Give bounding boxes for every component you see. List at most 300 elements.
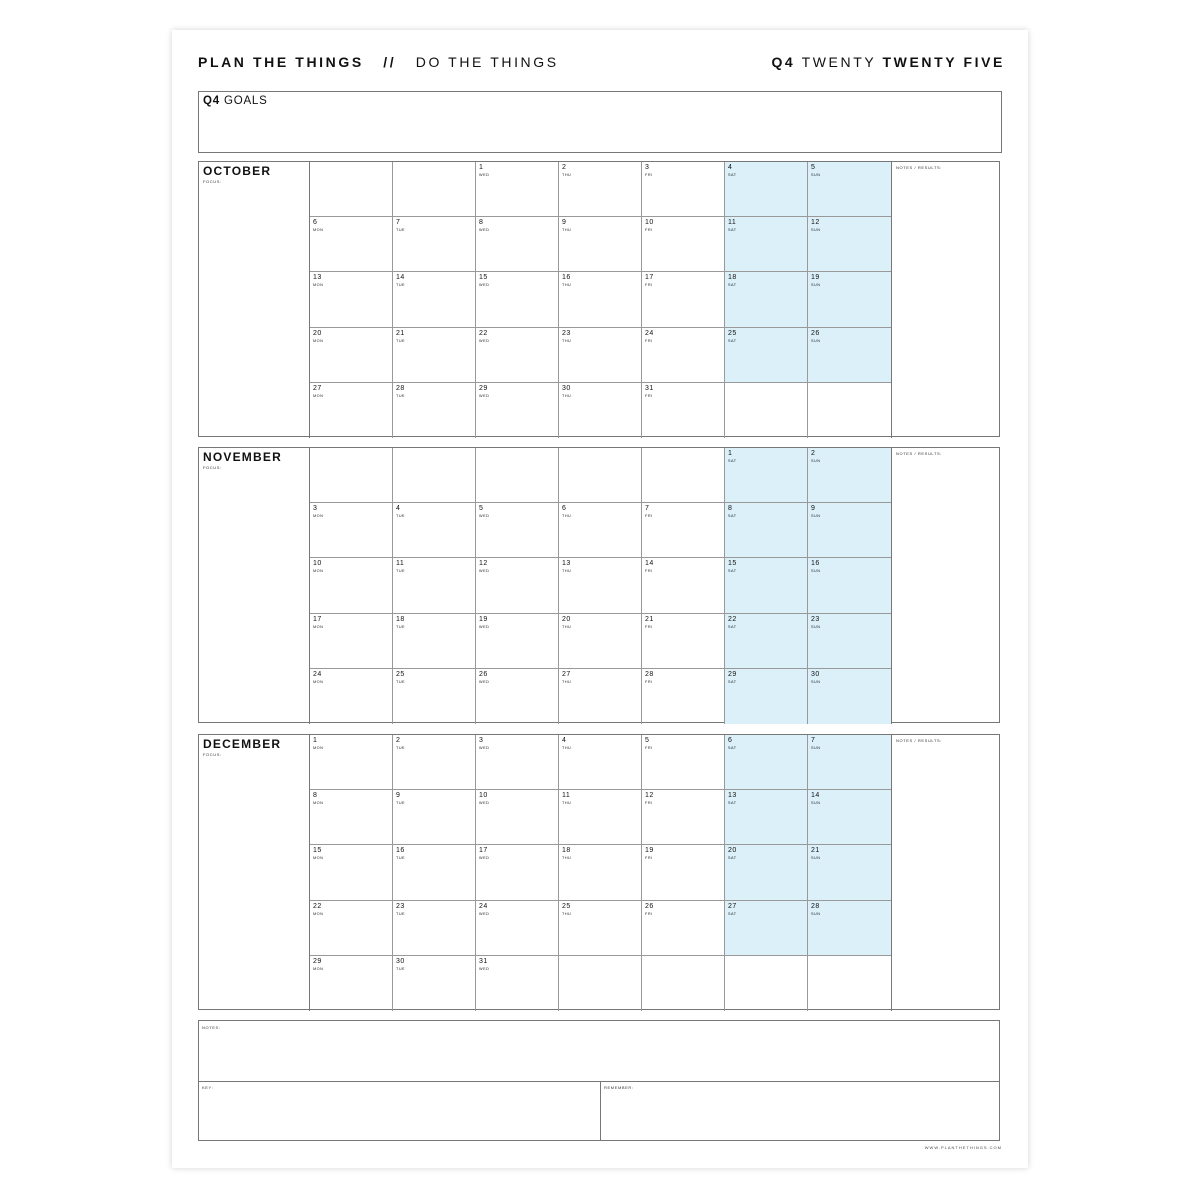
day-number: 22 xyxy=(313,902,322,910)
day-cell[interactable] xyxy=(725,162,808,217)
day-number: 4 xyxy=(396,505,401,513)
day-cell[interactable] xyxy=(808,272,891,327)
day-number: 10 xyxy=(313,560,322,568)
quarter-label: Q4 xyxy=(771,54,796,70)
focus-label: FOCUS: xyxy=(203,465,222,470)
day-number: 16 xyxy=(811,560,820,568)
day-cell[interactable] xyxy=(476,558,559,613)
day-cell[interactable] xyxy=(808,328,891,383)
month-december xyxy=(198,734,1000,1010)
day-name: SAT xyxy=(728,569,737,574)
day-number: 17 xyxy=(645,274,654,282)
empty-day-cell[interactable] xyxy=(559,956,642,1011)
day-cell[interactable] xyxy=(642,217,725,272)
day-name: THU xyxy=(562,624,572,629)
day-name: SUN xyxy=(811,679,821,684)
day-cell[interactable] xyxy=(476,901,559,956)
day-number: 31 xyxy=(645,384,654,392)
day-number: 27 xyxy=(728,902,737,910)
day-cell[interactable] xyxy=(393,790,476,845)
day-cell[interactable] xyxy=(393,845,476,900)
day-name: WED xyxy=(479,966,490,971)
day-cell[interactable] xyxy=(559,162,642,217)
day-cell[interactable] xyxy=(476,217,559,272)
day-name: MON xyxy=(313,911,324,916)
day-number: 20 xyxy=(313,329,322,337)
day-number: 27 xyxy=(313,384,322,392)
day-number: 6 xyxy=(728,737,733,744)
day-number: 7 xyxy=(396,219,401,227)
day-cell[interactable] xyxy=(808,735,891,790)
day-name: FRI xyxy=(645,338,653,343)
day-cell[interactable] xyxy=(725,448,808,503)
day-name: WED xyxy=(479,393,490,398)
day-name: MON xyxy=(313,624,324,629)
day-name: SUN xyxy=(811,801,821,806)
day-number: 21 xyxy=(396,329,405,337)
day-name: SAT xyxy=(728,228,737,233)
day-cell[interactable] xyxy=(476,735,559,790)
day-number: 4 xyxy=(728,164,733,171)
day-name: WED xyxy=(479,624,490,629)
day-name: SAT xyxy=(728,679,737,684)
day-number: 15 xyxy=(728,560,737,568)
planner-title xyxy=(198,54,559,70)
day-name: THU xyxy=(562,746,572,750)
day-number: 29 xyxy=(313,957,322,965)
day-name: SAT xyxy=(728,283,737,288)
day-cell[interactable] xyxy=(808,669,891,724)
day-name: TUE xyxy=(396,679,406,684)
day-cell[interactable] xyxy=(310,735,393,790)
day-cell[interactable] xyxy=(393,901,476,956)
day-cell[interactable] xyxy=(310,328,393,383)
day-cell[interactable] xyxy=(642,735,725,790)
empty-day-cell[interactable] xyxy=(393,448,476,503)
empty-day-cell[interactable] xyxy=(310,448,393,503)
day-cell[interactable] xyxy=(642,383,725,438)
day-number: 19 xyxy=(479,615,488,623)
day-cell[interactable] xyxy=(393,272,476,327)
day-name: MON xyxy=(313,801,324,806)
day-number: 26 xyxy=(645,902,654,910)
day-name: TUE xyxy=(396,338,406,343)
q4-goals-box[interactable] xyxy=(198,91,1002,153)
day-number: 9 xyxy=(396,792,401,800)
day-name: SUN xyxy=(811,173,821,177)
day-name: SUN xyxy=(811,459,821,463)
day-number: 25 xyxy=(396,670,405,678)
day-cell[interactable] xyxy=(559,901,642,956)
day-cell[interactable] xyxy=(559,669,642,724)
day-number: 13 xyxy=(313,274,322,282)
day-name: SUN xyxy=(811,856,821,861)
day-name: FRI xyxy=(645,624,653,629)
month-november xyxy=(198,447,1000,723)
day-cell[interactable] xyxy=(559,845,642,900)
day-cell[interactable] xyxy=(393,669,476,724)
day-name: WED xyxy=(479,228,490,233)
day-name: THU xyxy=(562,393,572,398)
day-number: 9 xyxy=(811,505,816,513)
day-cell[interactable] xyxy=(310,669,393,724)
day-cell[interactable] xyxy=(808,901,891,956)
day-cell[interactable] xyxy=(393,328,476,383)
day-number: 14 xyxy=(811,792,820,800)
day-cell[interactable] xyxy=(808,162,891,217)
bottom-split-divider xyxy=(600,1081,601,1141)
day-cell[interactable] xyxy=(559,328,642,383)
month-name: NOVEMBER xyxy=(203,450,282,464)
day-number: 30 xyxy=(811,670,820,678)
day-name: FRI xyxy=(645,283,653,288)
title-separator: // xyxy=(383,54,397,70)
day-cell[interactable] xyxy=(559,217,642,272)
day-name: SUN xyxy=(811,338,821,343)
day-number: 2 xyxy=(562,164,567,171)
day-number: 28 xyxy=(811,902,820,910)
day-name: SUN xyxy=(811,228,821,233)
day-name: WED xyxy=(479,679,490,684)
day-cell[interactable] xyxy=(808,845,891,900)
day-number: 17 xyxy=(479,847,488,855)
title-do: DO THE THINGS xyxy=(415,54,559,70)
remember-label: REMEMBER: xyxy=(604,1085,634,1090)
day-cell[interactable] xyxy=(725,901,808,956)
day-name: SAT xyxy=(728,338,737,343)
day-cell[interactable] xyxy=(642,558,725,613)
goals-title xyxy=(203,95,268,107)
day-name: FRI xyxy=(645,911,653,916)
day-number: 22 xyxy=(728,615,737,623)
calendar-grid xyxy=(309,448,892,724)
day-cell[interactable] xyxy=(808,503,891,558)
day-cell[interactable] xyxy=(559,558,642,613)
empty-day-cell[interactable] xyxy=(559,448,642,503)
day-number: 17 xyxy=(313,615,322,623)
day-cell[interactable] xyxy=(476,383,559,438)
day-number: 12 xyxy=(645,792,654,800)
day-name: SUN xyxy=(811,911,821,916)
day-number: 23 xyxy=(562,329,571,337)
day-name: THU xyxy=(562,801,572,806)
day-name: SAT xyxy=(728,746,737,750)
day-cell[interactable] xyxy=(559,503,642,558)
day-name: SAT xyxy=(728,173,737,177)
day-number: 6 xyxy=(313,219,318,227)
bottom-divider xyxy=(199,1081,999,1082)
day-number: 16 xyxy=(396,847,405,855)
day-cell[interactable] xyxy=(642,669,725,724)
day-name: MON xyxy=(313,679,324,684)
day-cell[interactable] xyxy=(808,448,891,503)
day-name: MON xyxy=(313,514,324,519)
day-cell[interactable] xyxy=(808,614,891,669)
day-name: FRI xyxy=(645,514,653,519)
calendar-grid xyxy=(309,735,892,1011)
day-cell[interactable] xyxy=(725,217,808,272)
day-name: SUN xyxy=(811,746,821,750)
empty-day-cell[interactable] xyxy=(393,162,476,217)
day-cell[interactable] xyxy=(310,845,393,900)
day-cell[interactable] xyxy=(393,614,476,669)
day-number: 18 xyxy=(396,615,405,623)
day-number: 21 xyxy=(645,615,654,623)
title-plan: PLAN THE THINGS xyxy=(198,54,364,70)
day-number: 3 xyxy=(479,737,484,744)
day-cell[interactable] xyxy=(476,845,559,900)
day-name: WED xyxy=(479,746,490,750)
focus-label: FOCUS: xyxy=(203,752,222,757)
day-number: 16 xyxy=(562,274,571,282)
day-cell[interactable] xyxy=(725,558,808,613)
day-cell[interactable] xyxy=(808,558,891,613)
day-number: 5 xyxy=(479,505,484,513)
day-cell[interactable] xyxy=(725,735,808,790)
day-cell[interactable] xyxy=(310,901,393,956)
day-number: 7 xyxy=(811,737,816,744)
day-cell[interactable] xyxy=(725,328,808,383)
day-name: WED xyxy=(479,801,490,806)
day-name: TUE xyxy=(396,228,406,233)
day-number: 14 xyxy=(396,274,405,282)
day-number: 11 xyxy=(562,792,571,800)
day-number: 13 xyxy=(562,560,571,568)
day-number: 14 xyxy=(645,560,654,568)
day-cell[interactable] xyxy=(393,735,476,790)
day-cell[interactable] xyxy=(393,503,476,558)
day-number: 29 xyxy=(728,670,737,678)
day-name: THU xyxy=(562,173,572,177)
day-name: FRI xyxy=(645,679,653,684)
day-name: FRI xyxy=(645,173,653,177)
day-name: WED xyxy=(479,856,490,861)
day-cell[interactable] xyxy=(642,845,725,900)
notes-results-label: NOTES / RESULTS: xyxy=(896,451,942,456)
day-name: MON xyxy=(313,393,324,398)
day-cell[interactable] xyxy=(559,272,642,327)
day-number: 28 xyxy=(645,670,654,678)
day-cell[interactable] xyxy=(310,790,393,845)
day-number: 7 xyxy=(645,505,650,513)
day-name: FRI xyxy=(645,393,653,398)
day-name: MON xyxy=(313,228,324,233)
day-cell[interactable] xyxy=(476,956,559,1011)
day-cell[interactable] xyxy=(559,790,642,845)
day-cell[interactable] xyxy=(642,614,725,669)
day-number: 5 xyxy=(645,737,650,744)
day-number: 10 xyxy=(479,792,488,800)
day-cell[interactable] xyxy=(476,790,559,845)
day-name: TUE xyxy=(396,966,406,971)
day-cell[interactable] xyxy=(642,790,725,845)
day-name: SUN xyxy=(811,283,821,288)
day-name: THU xyxy=(562,514,572,519)
day-name: TUE xyxy=(396,283,406,288)
day-name: WED xyxy=(479,911,490,916)
day-number: 12 xyxy=(811,219,820,227)
footer-url: WWW.PLANTHETHINGS.COM xyxy=(924,1145,1002,1150)
day-cell[interactable] xyxy=(310,383,393,438)
day-cell[interactable] xyxy=(476,162,559,217)
calendar-grid xyxy=(309,162,892,438)
day-number: 9 xyxy=(562,219,567,227)
day-number: 25 xyxy=(728,329,737,337)
day-number: 23 xyxy=(811,615,820,623)
empty-day-cell[interactable] xyxy=(725,383,808,438)
day-name: SUN xyxy=(811,514,821,519)
day-cell[interactable] xyxy=(476,272,559,327)
day-name: FRI xyxy=(645,746,653,750)
day-number: 10 xyxy=(645,219,654,227)
day-number: 8 xyxy=(479,219,484,227)
day-name: TUE xyxy=(396,393,406,398)
goals-quarter: Q4 xyxy=(203,95,220,107)
day-cell[interactable] xyxy=(642,162,725,217)
day-cell[interactable] xyxy=(476,669,559,724)
year-bold: TWENTY FIVE xyxy=(882,54,1005,70)
day-number: 27 xyxy=(562,670,571,678)
month-name: DECEMBER xyxy=(203,737,282,751)
day-cell[interactable] xyxy=(725,272,808,327)
day-name: SAT xyxy=(728,801,737,806)
day-cell[interactable] xyxy=(476,503,559,558)
day-number: 20 xyxy=(728,847,737,855)
empty-day-cell[interactable] xyxy=(476,448,559,503)
day-number: 12 xyxy=(479,560,488,568)
day-cell[interactable] xyxy=(310,614,393,669)
day-cell[interactable] xyxy=(808,217,891,272)
empty-day-cell[interactable] xyxy=(808,383,891,438)
day-cell[interactable] xyxy=(642,272,725,327)
day-cell[interactable] xyxy=(393,558,476,613)
day-name: FRI xyxy=(645,228,653,233)
day-cell[interactable] xyxy=(559,614,642,669)
goals-label: GOALS xyxy=(223,95,268,107)
quarter-title xyxy=(650,54,1005,70)
day-cell[interactable] xyxy=(642,503,725,558)
day-number: 21 xyxy=(811,847,820,855)
day-name: WED xyxy=(479,514,490,519)
day-name: MON xyxy=(313,746,324,750)
day-name: THU xyxy=(562,228,572,233)
notes-label: NOTES: xyxy=(202,1025,221,1030)
day-number: 11 xyxy=(396,560,405,568)
day-cell[interactable] xyxy=(725,790,808,845)
day-cell[interactable] xyxy=(310,558,393,613)
day-name: TUE xyxy=(396,624,406,629)
day-name: MON xyxy=(313,856,324,861)
day-name: MON xyxy=(313,338,324,343)
day-number: 24 xyxy=(645,329,654,337)
day-number: 15 xyxy=(313,847,322,855)
day-name: WED xyxy=(479,173,490,177)
day-name: THU xyxy=(562,856,572,861)
day-number: 22 xyxy=(479,329,488,337)
day-number: 3 xyxy=(313,505,318,513)
day-number: 28 xyxy=(396,384,405,392)
month-name: OCTOBER xyxy=(203,164,272,178)
empty-day-cell[interactable] xyxy=(725,956,808,1011)
empty-day-cell[interactable] xyxy=(642,956,725,1011)
empty-day-cell[interactable] xyxy=(808,956,891,1011)
day-cell[interactable] xyxy=(725,669,808,724)
day-name: TUE xyxy=(396,801,406,806)
day-cell[interactable] xyxy=(559,735,642,790)
day-number: 18 xyxy=(562,847,571,855)
day-cell[interactable] xyxy=(393,956,476,1011)
day-name: SAT xyxy=(728,624,737,629)
day-cell[interactable] xyxy=(476,614,559,669)
day-name: SUN xyxy=(811,569,821,574)
day-number: 24 xyxy=(479,902,488,910)
day-name: WED xyxy=(479,338,490,343)
day-name: THU xyxy=(562,283,572,288)
day-number: 1 xyxy=(479,164,484,171)
day-number: 26 xyxy=(479,670,488,678)
day-number: 4 xyxy=(562,737,567,744)
day-cell[interactable] xyxy=(808,790,891,845)
day-name: MON xyxy=(313,966,324,971)
day-name: TUE xyxy=(396,911,406,916)
day-cell[interactable] xyxy=(725,845,808,900)
day-cell[interactable] xyxy=(310,217,393,272)
day-name: WED xyxy=(479,569,490,574)
day-name: FRI xyxy=(645,569,653,574)
day-number: 24 xyxy=(313,670,322,678)
empty-day-cell[interactable] xyxy=(642,448,725,503)
day-number: 2 xyxy=(396,737,401,744)
day-number: 20 xyxy=(562,615,571,623)
day-name: WED xyxy=(479,283,490,288)
day-name: THU xyxy=(562,338,572,343)
day-name: SAT xyxy=(728,856,737,861)
day-number: 8 xyxy=(728,505,733,513)
day-number: 2 xyxy=(811,450,816,457)
day-cell[interactable] xyxy=(725,503,808,558)
day-number: 19 xyxy=(645,847,654,855)
day-cell[interactable] xyxy=(393,383,476,438)
day-cell[interactable] xyxy=(310,503,393,558)
day-cell[interactable] xyxy=(559,383,642,438)
year-light: TWENTY xyxy=(801,54,877,70)
day-name: TUE xyxy=(396,856,406,861)
day-name: THU xyxy=(562,911,572,916)
day-number: 5 xyxy=(811,164,816,171)
day-number: 6 xyxy=(562,505,567,513)
day-cell[interactable] xyxy=(476,328,559,383)
day-name: TUE xyxy=(396,746,406,750)
day-number: 25 xyxy=(562,902,571,910)
day-cell[interactable] xyxy=(310,272,393,327)
day-name: MON xyxy=(313,569,324,574)
day-number: 30 xyxy=(562,384,571,392)
day-number: 3 xyxy=(645,164,650,171)
day-number: 30 xyxy=(396,957,405,965)
day-cell[interactable] xyxy=(725,614,808,669)
day-name: FRI xyxy=(645,801,653,806)
day-cell[interactable] xyxy=(310,956,393,1011)
empty-day-cell[interactable] xyxy=(310,162,393,217)
day-name: FRI xyxy=(645,856,653,861)
day-name: SAT xyxy=(728,514,737,519)
day-cell[interactable] xyxy=(642,328,725,383)
day-cell[interactable] xyxy=(642,901,725,956)
key-label: KEY: xyxy=(202,1085,214,1090)
notes-results-label: NOTES / RESULTS: xyxy=(896,738,942,743)
day-number: 26 xyxy=(811,329,820,337)
day-cell[interactable] xyxy=(393,217,476,272)
